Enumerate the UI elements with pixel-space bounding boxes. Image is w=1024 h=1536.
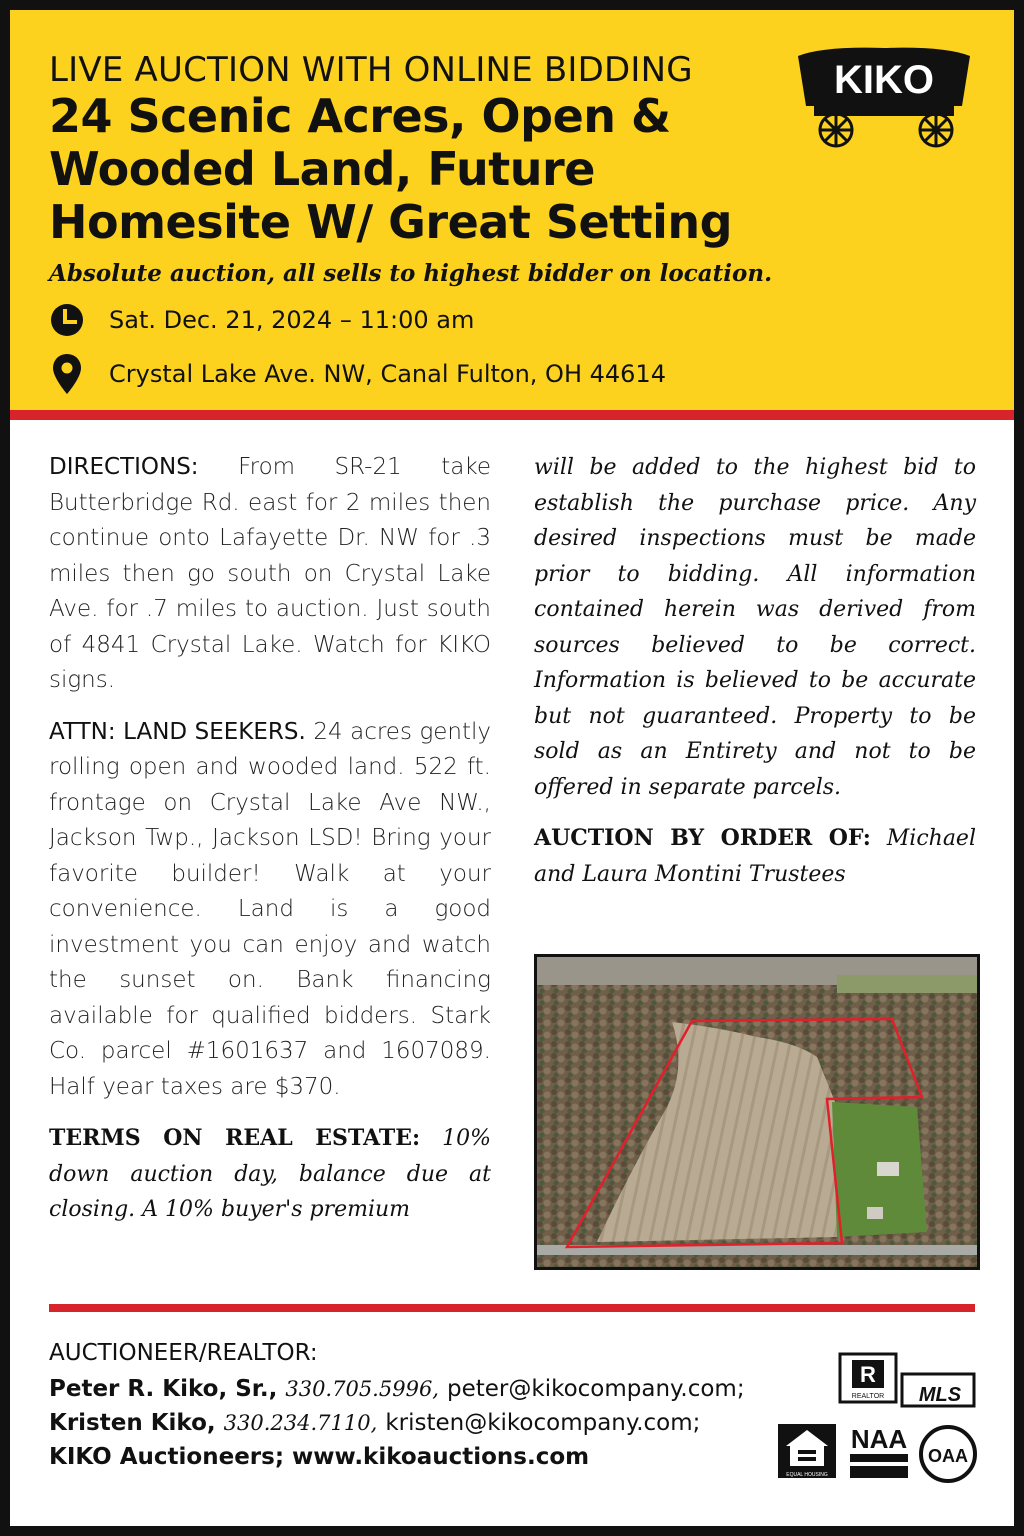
clock-icon [49, 302, 85, 338]
order-text: Michael and Laura Montini Trustees [534, 826, 976, 887]
directions-label: DIRECTIONS: [49, 454, 199, 480]
contact-email[interactable]: kristen@kikocompany.com; [385, 1410, 701, 1436]
date-time-row [49, 302, 474, 338]
terms-label: TERMS ON REAL ESTATE: [49, 1125, 421, 1151]
contact-phone: 330.705.5996, [285, 1377, 439, 1401]
header-banner [10, 10, 1014, 410]
oaa-badge [918, 1424, 978, 1488]
naa-badge [846, 1418, 912, 1488]
left-column [49, 450, 491, 1244]
mls-badge [900, 1372, 976, 1412]
auction-type-kicker: LIVE AUCTION WITH ONLINE BIDDING [49, 50, 693, 90]
aerial-property-photo [534, 954, 980, 1270]
right-column [534, 450, 976, 908]
map-pin-icon [49, 356, 85, 392]
realtor-badge-text: REALTOR [851, 1393, 885, 1400]
kiko-wagon-logo [794, 44, 974, 152]
company-name: KIKO Auctioneers; [49, 1444, 285, 1470]
order-label: AUCTION BY ORDER OF: [534, 825, 871, 851]
terms-continued-paragraph: will be added to the highest bid to establish the purchase price. Any desired inspections must be made prior to bidding. All information contained herein was derived from sources believed to be correct. Information is believed to be accurate but not guaranteed. Property to be sold as an Entirety and not to be offered in separate parcels. [534, 455, 976, 800]
oaa-badge-text: OAA [928, 1446, 968, 1466]
footer-divider [49, 1304, 975, 1312]
attn-label: ATTN: LAND SEEKERS. [49, 718, 306, 745]
mls-badge-text: MLS [918, 1384, 962, 1406]
listing-headline: 24 Scenic Acres, Open & Wooded Land, Future Homesite W/ Great Setting [49, 89, 733, 249]
banner-divider [10, 410, 1014, 420]
contact-name: Peter R. Kiko, Sr., [49, 1376, 278, 1402]
logo-text: KIKO [834, 58, 934, 102]
auctioneer-label: AUCTIONEER/REALTOR: [49, 1340, 318, 1366]
svg-text:R: R [860, 1362, 876, 1387]
attn-text: 24 acres gently rolling open and wooded land. 522 ft. frontage on Crystal Lake Ave NW., Jackson Twp., Jackson LSD! Bring your favorite builder! Walk at your convenience. Land is a good investment you can enjoy and watch the sunset on. Bank financing available for qualified bidders. Stark Co. parcel #1601637 and 1607089. Half year taxes are $370. [49, 718, 492, 1100]
contact-email[interactable]: peter@kikocompany.com; [447, 1376, 745, 1402]
auction-date-time: Sat. Dec. 21, 2024 – 11:00 am [109, 306, 475, 334]
order-paragraph [534, 821, 976, 892]
contact-line-peter [49, 1376, 745, 1402]
naa-badge-text: NAA [850, 1424, 908, 1454]
company-website[interactable]: www.kikoauctions.com [292, 1444, 590, 1470]
terms-text-left: 10% down auction day, balance due at closing. A 10% buyer's premium [49, 1126, 491, 1222]
equal-housing-text: EQUAL HOUSING [786, 1472, 828, 1478]
auction-subline: Absolute auction, all sells to highest bidder on location. [49, 260, 773, 287]
directions-paragraph [49, 450, 491, 699]
contact-line-kristen [49, 1410, 700, 1436]
attn-paragraph [49, 715, 491, 1106]
directions-text: From SR-21 take Butterbridge Rd. east for 2 miles then continue onto Lafayette Dr. NW for .3 miles then go south on Crystal Lake Ave. for .7 miles to auction. Just south of 4841 Crystal Lake. Watch for KIKO signs. [49, 454, 491, 693]
contact-name: Kristen Kiko, [49, 1410, 216, 1436]
equal-housing-badge [776, 1422, 838, 1484]
auction-location: Crystal Lake Ave. NW, Canal Fulton, OH 44614 [109, 360, 666, 388]
location-row [49, 356, 666, 392]
contact-line-company [49, 1444, 589, 1470]
contact-phone: 330.234.7110, [223, 1411, 378, 1435]
auction-flyer [10, 10, 1014, 1526]
terms-paragraph [49, 1121, 491, 1228]
realtor-badge [838, 1352, 898, 1408]
